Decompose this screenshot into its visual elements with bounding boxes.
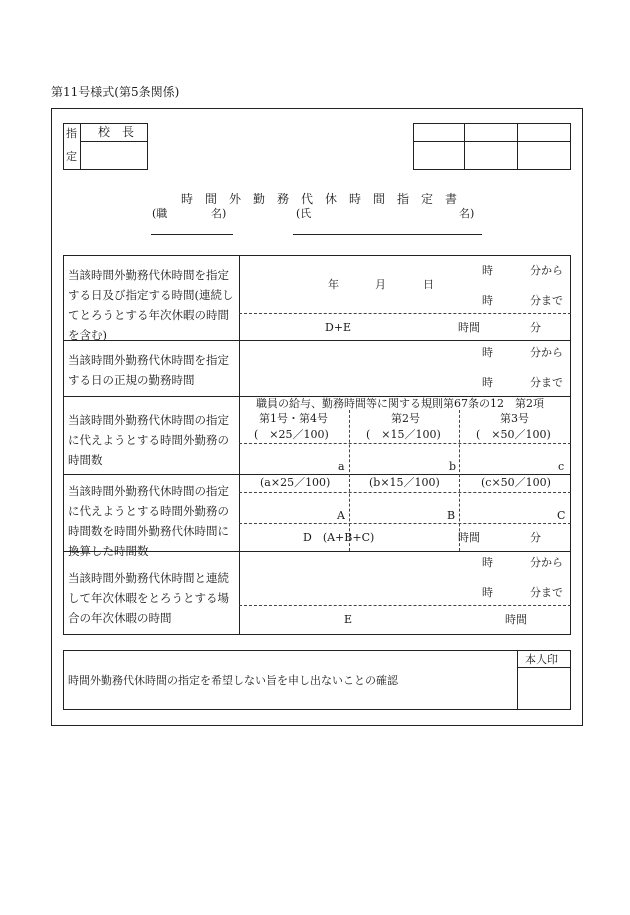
until-label: 分まで xyxy=(530,294,563,307)
row5-label: 当該時間外勤務代休時間と連続して年次休暇をとろうとする場合の年次休暇の時間 xyxy=(68,571,229,625)
hour-label: 時 xyxy=(482,586,493,599)
col1-head: 第1号・第4号 xyxy=(259,412,328,425)
col2-var: b xyxy=(449,460,457,473)
hours-unit: 時間 xyxy=(458,321,480,334)
col3-head: 第3号 xyxy=(500,412,529,425)
from-label: 分から xyxy=(530,264,563,277)
col2-head: 第2号 xyxy=(391,412,420,425)
var-B: B xyxy=(447,509,456,522)
approval-shitei-2: 定 xyxy=(66,150,77,163)
from-label: 分から xyxy=(530,346,563,359)
hours-unit: 時間 xyxy=(505,613,527,626)
formula-b: (b×15／100) xyxy=(369,476,440,489)
row2-label: 当該時間外勤務代休時間を指定する日の正規の勤務時間 xyxy=(68,353,229,387)
month-label: 月 xyxy=(375,278,386,291)
row1-label: 当該時間外勤務代休時間を指定する日及び指定する時間(連続してとろうとする年次休暇の時間を含む) xyxy=(68,268,234,342)
col3-var: c xyxy=(558,460,565,473)
d-sum: D (A+B+C) xyxy=(303,531,375,544)
name-open: (氏 xyxy=(296,207,312,220)
hour-label: 時 xyxy=(482,294,493,307)
approval-principal: 校 長 xyxy=(98,125,135,139)
name-underline xyxy=(293,234,482,235)
row3-label: 当該時間外勤務代休時間の指定に代えようとする時間外勤務の時間数 xyxy=(68,413,229,467)
day-label: 日 xyxy=(423,278,434,291)
hour-label: 時 xyxy=(482,556,493,569)
d-plus-e: D+E xyxy=(325,321,352,334)
col1-rate: ( ×25／100) xyxy=(254,428,329,441)
col1-var: a xyxy=(338,460,345,473)
col2-rate: ( ×15／100) xyxy=(366,428,441,441)
col3-rate: ( ×50／100) xyxy=(476,428,551,441)
position-underline xyxy=(151,234,233,235)
formula-a: (a×25／100) xyxy=(260,476,331,489)
approval-shitei-1: 指 xyxy=(66,127,77,140)
hour-label: 時 xyxy=(482,376,493,389)
formula-c: (c×50／100) xyxy=(481,476,551,489)
from-label: 分から xyxy=(530,556,563,569)
var-C: C xyxy=(557,509,566,522)
confirmation-text: 時間外勤務代休時間の指定を希望しない旨を申し出ないことの確認 xyxy=(68,674,398,687)
e-var: E xyxy=(344,613,353,626)
form-id: 第11号様式(第5条関係) xyxy=(51,85,180,99)
rule-text: 職員の給与、勤務時間等に関する規則第67条の12 第2項 xyxy=(256,397,544,410)
row4-label: 当該時間外勤務代休時間の指定に代えようとする時間外勤務の時間数を時間外勤務代休時間に換算した時間数 xyxy=(68,484,229,558)
minutes-unit: 分 xyxy=(530,531,541,544)
hour-label: 時 xyxy=(482,346,493,359)
page-title: 時 間 外 勤 務 代 休 時 間 指 定 書 xyxy=(181,192,458,206)
minutes-unit: 分 xyxy=(530,321,541,334)
name-close: 名) xyxy=(459,207,475,220)
hours-unit: 時間 xyxy=(458,531,480,544)
position-open: (職 xyxy=(152,207,168,220)
year-label: 年 xyxy=(328,278,339,291)
position-close: 名) xyxy=(211,207,227,220)
seal-label: 本人印 xyxy=(525,653,558,666)
hour-label: 時 xyxy=(482,264,493,277)
until-label: 分まで xyxy=(530,586,563,599)
var-A: A xyxy=(337,509,345,522)
until-label: 分まで xyxy=(530,376,563,389)
